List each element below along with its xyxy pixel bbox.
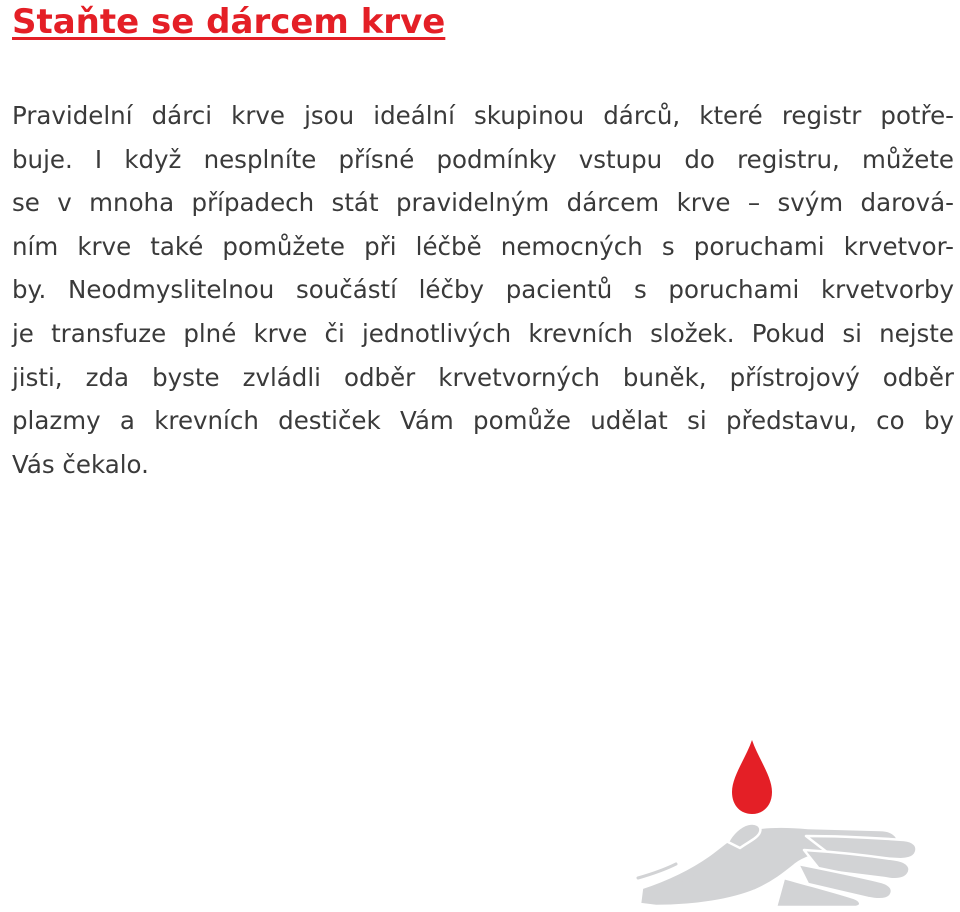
blood-drop-icon xyxy=(732,740,772,814)
blood-drop-over-hand-icon xyxy=(636,738,920,908)
blood-drop-hand-illustration xyxy=(636,738,920,908)
hand-icon xyxy=(640,823,917,907)
paragraph-line: se v mnoha případech stát pravidelným dárcem krve – svým darová- xyxy=(12,188,954,218)
page-title: Staňte se dárcem krve xyxy=(12,2,446,42)
body-paragraph xyxy=(12,94,954,486)
paragraph-line: je transfuze plné krve či jednotlivých krevních složek. Pokud si nejste xyxy=(12,318,954,348)
paragraph-line: Pravidelní dárci krve jsou ideální skupinou dárců, které registr potře- xyxy=(12,101,954,130)
paragraph-line: plazmy a krevních destiček Vám pomůže udělat si představu, co by xyxy=(12,406,954,436)
paragraph-line: buje. I když nesplníte přísné podmínky vstupu do registru, můžete xyxy=(12,144,954,174)
paragraph-line: jisti, zda byste zvládli odběr krvetvorných buněk, přístrojový odběr xyxy=(12,362,954,392)
paragraph-line: by. Neodmyslitelnou součástí léčby pacientů s poruchami krvetvorby xyxy=(12,275,954,305)
paragraph-line: Vás čekalo. xyxy=(12,449,149,479)
paragraph-line: ním krve také pomůžete při léčbě nemocných s poruchami krvetvor- xyxy=(12,231,954,261)
